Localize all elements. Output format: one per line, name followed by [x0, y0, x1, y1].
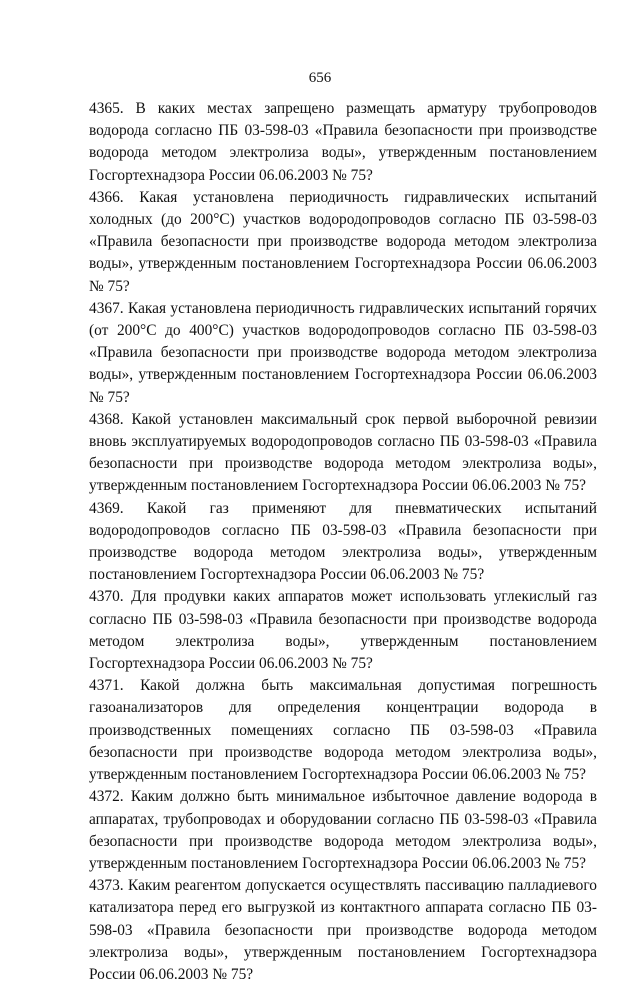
question-item: 4370. Для продувки каких аппаратов может использовать углекислый газ согласно ПБ 03-598-03 «Правила безопасности при производстве водорода методом электролиза воды», утвержденным постановлением Госгортехнадзора России 06.06.2003 № 75? [89, 588, 597, 673]
question-item: 4367. Какая установлена периодичность гидравлических испытаний горячих (от 200°С до 400°С) участков водородопроводов согласно ПБ 03-598-03 «Правила безопасности при производстве водорода методом электролиза воды», утвержденным постановлением Госгортехнадзора России 06.06.2003 № 75? [89, 299, 597, 406]
question-item: 4369. Какой газ применяют для пневматических испытаний водородопроводов согласно ПБ 03-598-03 «Правила безопасности при производстве водорода методом электролиза воды», утвержденным постановлением Госгортехнадзора России 06.06.2003 № 75? [89, 499, 597, 584]
question-list [89, 98, 597, 986]
page-number: 656 [308, 70, 332, 86]
question-item: 4365. В каких местах запрещено размещать арматуру трубопроводов водорода согласно ПБ 03-598-03 «Правила безопасности при производстве водорода методом электролиза воды», утвержденным постановлением Госгортехнадзора России 06.06.2003 № 75? [89, 100, 597, 184]
question-item: 4373. Каким реагентом допускается осуществлять пассивацию палладиевого катализатора перед его выгрузкой из контактного аппарата согласно ПБ 03-598-03 «Правила безопасности при производстве водорода методом электролиза воды», утвержденным постановлением Госгортехнадзора России 06.06.2003 № 75? [89, 877, 597, 983]
question-item: 4372. Каким должно быть минимальное избыточное давление водорода в аппаратах, трубопроводах и оборудовании согласно ПБ 03-598-03 «Правила безопасности при производстве водорода методом электролиза воды», утвержденным постановлением Госгортехнадзора России 06.06.2003 № 75? [89, 788, 597, 872]
question-item: 4371. Какой должна быть максимальная допустимая погрешность газоанализаторов для определения концентрации водорода в производственных помещениях согласно ПБ 03-598-03 «Правила безопасности при производстве водорода методом электролиза воды», утвержденным постановлением Госгортехнадзора России 06.06.2003 № 75? [89, 677, 597, 784]
question-item: 4368. Какой установлен максимальный срок первой выборочной ревизии вновь эксплуатируемых водородопроводов согласно ПБ 03-598-03 «Правила безопасности при производстве водорода методом электролиза воды», утвержденным постановлением Госгортехнадзора России 06.06.2003 № 75? [89, 410, 597, 495]
question-item: 4366. Какая установлена периодичность гидравлических испытаний холодных (до 200°С) участков водородопроводов согласно ПБ 03-598-03 «Правила безопасности при производстве водорода методом электролиза воды», утвержденным постановлением Госгортехнадзора России 06.06.2003 № 75? [89, 188, 597, 295]
